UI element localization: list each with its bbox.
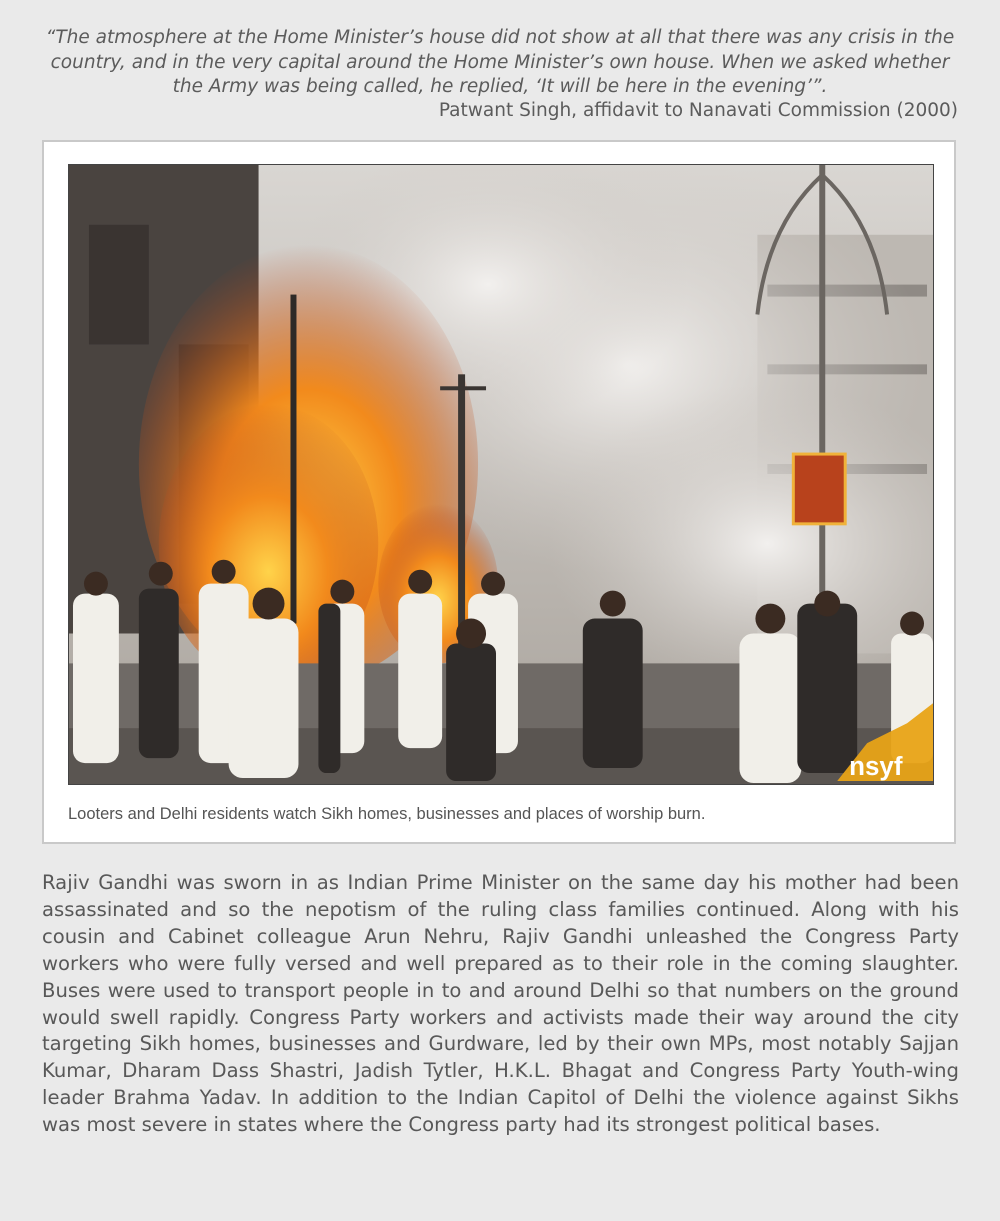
nsyf-logo-text: nsyf (849, 753, 903, 782)
figure-frame (42, 140, 956, 844)
photo-caption: Looters and Delhi residents watch Sikh homes, businesses and places of worship burn. (68, 805, 706, 823)
article-paragraph: Rajiv Gandhi was sworn in as Indian Prime Minister on the same day his mother had been assassinated and so the nepotism of the ruling class families continued. Along with his cousin and Cabinet colleague Arun Nehru, Rajiv Gandhi unleashed the Congress Party workers who were fully versed and well prepared as to their role in the coming slaughter. Buses were used to transport people in to and around Delhi so that numbers on the ground would swell rapidly. Congress Party workers and activists made their way around the city targeting Sikh homes, businesses and Gurdware, led by their own MPs, most notably Sajjan Kumar, Dharam Dass Shastri, Jadish Tytler, H.K.L. Bhagat and Congress Party Youth-wing leader Brahma Yadav. In addition to the Indian Capitol of Delhi the violence against Sikhs was most severe in states where the Congress party had its strongest political bases. (42, 871, 959, 1137)
riot-photo (68, 164, 934, 785)
quote-attribution: Patwant Singh, affidavit to Nanavati Commission (2000) (438, 100, 958, 121)
riot-photo-illustration (69, 165, 933, 784)
quote-text: “The atmosphere at the Home Minister’s house did not show at all that there was any crisis in the country, and in the very capital around the Home Minister’s own house. When we asked whether the Army was being called, he replied, ‘It will be here in the evening’”. (45, 27, 955, 97)
